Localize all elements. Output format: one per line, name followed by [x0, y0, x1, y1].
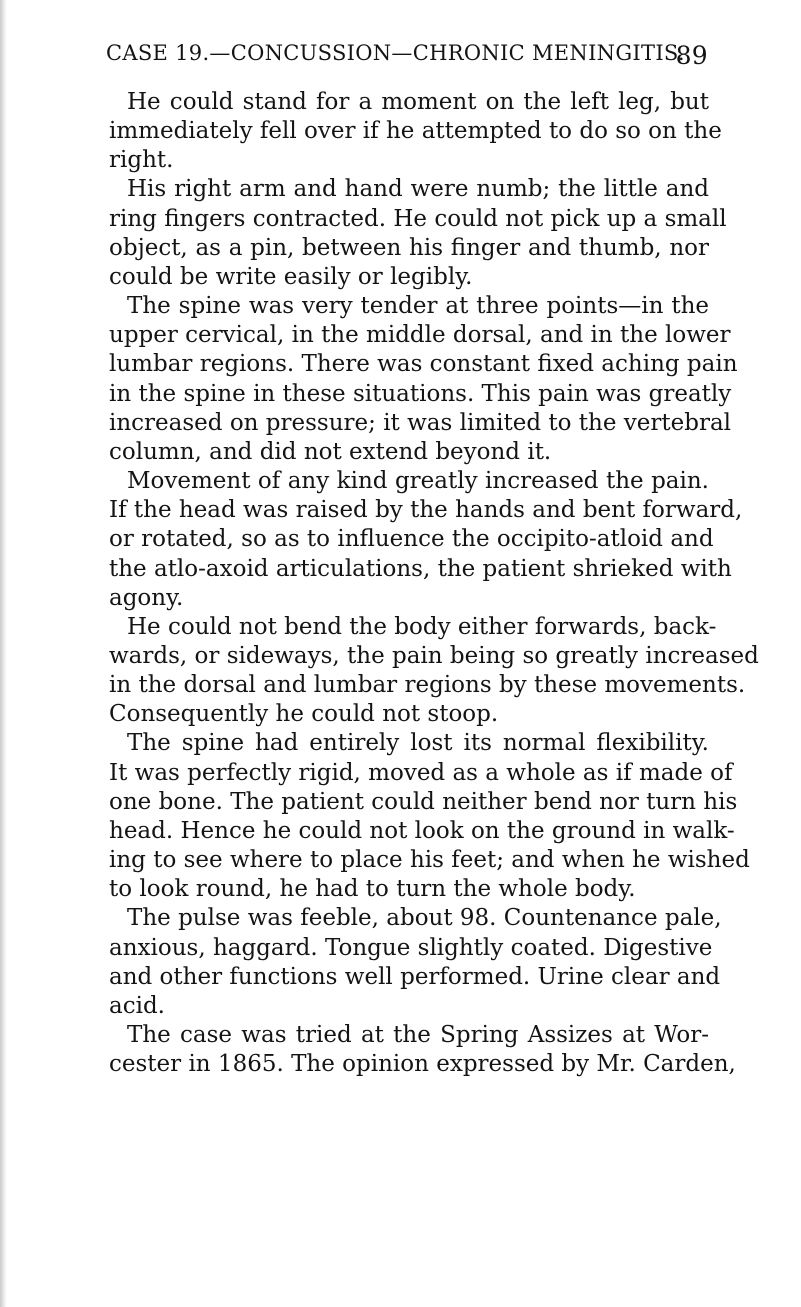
text-line: Consequently he could not stoop.	[109, 701, 499, 728]
text-line: one bone. The patient could neither bend nor turn his	[109, 788, 738, 815]
text-line: upper cervical, in the middle dorsal, and in the lower	[109, 322, 731, 349]
page-number: 89	[675, 41, 708, 70]
text-line: The spine was very tender at three points—in the	[127, 293, 709, 320]
text-line: anxious, haggard. Tongue slightly coated. Digestive	[109, 934, 713, 961]
running-header	[106, 41, 706, 75]
text-line: acid.	[109, 992, 165, 1019]
text-line: agony.	[109, 584, 184, 611]
text-line: column, and did not extend beyond it.	[109, 438, 552, 465]
text-line: or rotated, so as to influence the occipito-atloid and	[109, 526, 714, 553]
text-line: He could not bend the body either forwards, back-	[127, 613, 717, 640]
text-line: right.	[109, 147, 174, 174]
text-line: His right arm and hand were numb; the little and	[127, 176, 709, 203]
text-line: ring fingers contracted. He could not pick up a small	[109, 205, 727, 232]
text-line: to look round, he had to turn the whole body.	[109, 876, 636, 903]
text-line: object, as a pin, between his finger and thumb, nor	[109, 234, 709, 261]
text-line: It was perfectly rigid, moved as a whole as if made of	[109, 759, 733, 786]
text-line: in the spine in these situations. This pain was greatly	[109, 380, 732, 407]
text-line: If the head was raised by the hands and bent forward,	[109, 497, 743, 524]
text-line: cester in 1865. The opinion expressed by Mr. Carden,	[109, 1051, 736, 1078]
text-line: Movement of any kind greatly increased the pain.	[127, 468, 709, 495]
text-line: The spine had entirely lost its normal flexibility.	[127, 730, 709, 757]
text-line: the atlo-axoid articulations, the patient shrieked with	[109, 555, 732, 582]
text-line: lumbar regions. There was constant fixed aching pain	[109, 351, 738, 378]
text-line: and other functions well performed. Urine clear and	[109, 963, 721, 990]
text-line: head. Hence he could not look on the ground in walk-	[109, 817, 735, 844]
text-line: He could stand for a moment on the left leg, but	[127, 89, 709, 115]
text-line: immediately fell over if he attempted to do so on the	[109, 118, 722, 145]
page-edge-shadow	[0, 0, 7, 1307]
text-line: ing to see where to place his feet; and when he wished	[109, 847, 750, 874]
text-line: wards, or sideways, the pain being so greatly increased	[109, 642, 759, 669]
text-line: in the dorsal and lumbar regions by these movements.	[109, 672, 746, 699]
text-line: The case was tried at the Spring Assizes at Wor-	[127, 1022, 709, 1048]
body-text	[109, 88, 759, 1079]
text-line: increased on pressure; it was limited to the vertebral	[109, 409, 732, 436]
running-title: CASE 19.—CONCUSSION—CHRONIC MENINGITIS.	[106, 41, 685, 65]
text-line: The pulse was feeble, about 98. Countenance pale,	[127, 905, 722, 932]
text-line: could be write easily or legibly.	[109, 263, 473, 290]
